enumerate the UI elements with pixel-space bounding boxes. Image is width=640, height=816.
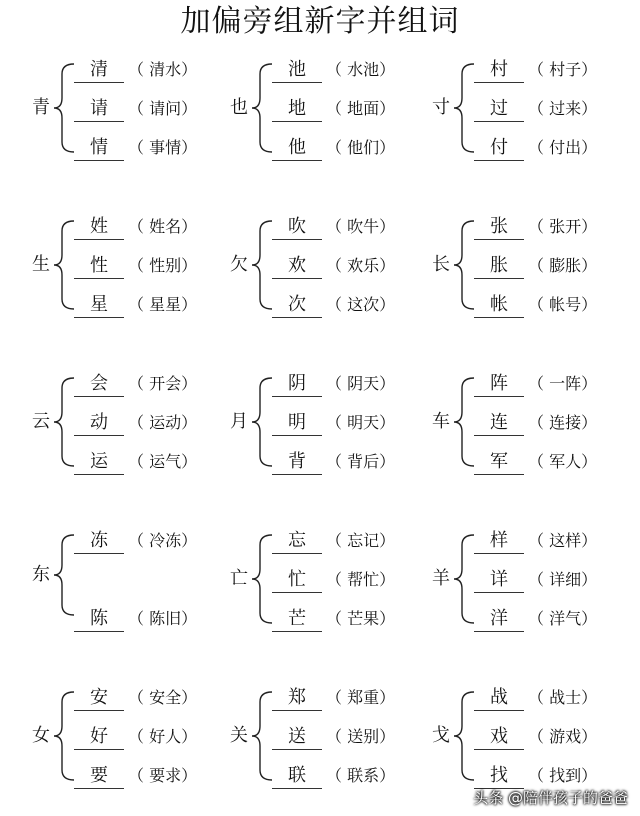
compound-word: （ 陈旧）	[128, 609, 198, 628]
new-character: 找	[474, 764, 524, 789]
compound-word: （ 详细）	[528, 570, 598, 589]
word-row	[474, 607, 624, 633]
word-row	[74, 293, 224, 319]
base-character: 云	[32, 411, 50, 432]
new-character: 郑	[272, 686, 322, 711]
word-row	[474, 686, 624, 712]
word-row	[74, 529, 224, 555]
base-character: 戈	[432, 725, 450, 746]
new-character: 送	[272, 725, 322, 750]
new-character: 阴	[272, 372, 322, 397]
group-也	[226, 58, 426, 178]
new-character: 付	[474, 136, 524, 161]
compound-word: （ 明天）	[326, 413, 396, 432]
group-关	[226, 686, 426, 806]
new-character: 样	[474, 529, 524, 554]
base-character: 东	[32, 564, 50, 585]
new-character: 他	[272, 136, 322, 161]
base-character: 关	[230, 725, 248, 746]
new-character: 姓	[74, 215, 124, 240]
word-row	[74, 215, 224, 241]
compound-word: （ 事情）	[128, 138, 198, 157]
word-row	[474, 58, 624, 84]
word-row	[74, 97, 224, 123]
new-character: 戏	[474, 725, 524, 750]
base-character: 亡	[230, 568, 248, 589]
compound-word: （ 付出）	[528, 138, 598, 157]
new-character: 会	[74, 372, 124, 397]
word-row	[74, 411, 224, 437]
word-row	[474, 372, 624, 398]
compound-word: （ 性别）	[128, 256, 198, 275]
word-row	[272, 372, 422, 398]
group-欠	[226, 215, 426, 335]
compound-word: （ 姓名）	[128, 217, 198, 236]
word-row	[474, 97, 624, 123]
word-row	[272, 607, 422, 633]
compound-word: （ 背后）	[326, 452, 396, 471]
new-character: 连	[474, 411, 524, 436]
group-月	[226, 372, 426, 492]
word-row	[272, 58, 422, 84]
new-character: 过	[474, 97, 524, 122]
new-character: 欢	[272, 254, 322, 279]
word-row	[474, 764, 624, 790]
group-羊	[428, 529, 628, 649]
compound-word: （ 游戏）	[528, 727, 598, 746]
new-character: 忘	[272, 529, 322, 554]
new-character: 性	[74, 254, 124, 279]
compound-word: （ 清水）	[128, 60, 198, 79]
compound-word: （ 运动）	[128, 413, 198, 432]
new-character: 陈	[74, 607, 124, 632]
word-row	[74, 725, 224, 751]
new-character: 安	[74, 686, 124, 711]
group-生	[28, 215, 228, 335]
word-row	[74, 136, 224, 162]
compound-word: （ 膨胀）	[528, 256, 598, 275]
word-row	[272, 529, 422, 555]
new-character: 帐	[474, 293, 524, 318]
group-车	[428, 372, 628, 492]
compound-word: （ 帐号）	[528, 295, 598, 314]
base-character: 羊	[432, 568, 450, 589]
word-row	[272, 293, 422, 319]
new-character: 联	[272, 764, 322, 789]
word-row	[74, 686, 224, 712]
word-row	[74, 764, 224, 790]
word-row	[74, 254, 224, 280]
compound-word: （ 洋气）	[528, 609, 598, 628]
compound-word: （ 安全）	[128, 688, 198, 707]
compound-word: （ 战士）	[528, 688, 598, 707]
new-character: 忙	[272, 568, 322, 593]
new-character: 阵	[474, 372, 524, 397]
word-row	[474, 725, 624, 751]
new-character: 洋	[474, 607, 524, 632]
word-row	[272, 450, 422, 476]
new-character: 动	[74, 411, 124, 436]
new-character: 次	[272, 293, 322, 318]
compound-word: （ 请问）	[128, 99, 198, 118]
base-character: 长	[432, 254, 450, 275]
word-row	[474, 568, 624, 594]
new-character: 详	[474, 568, 524, 593]
compound-word: （ 开会）	[128, 374, 198, 393]
base-character: 女	[32, 725, 50, 746]
compound-word: （ 军人）	[528, 452, 598, 471]
watermark: 头条 @陪伴孩子的爸爸	[473, 789, 628, 807]
new-character: 池	[272, 58, 322, 83]
word-row	[272, 411, 422, 437]
compound-word: （ 冷冻）	[128, 531, 198, 550]
compound-word: （ 联系）	[326, 766, 396, 785]
compound-word: （ 送别）	[326, 727, 396, 746]
compound-word: （ 欢乐）	[326, 256, 396, 275]
compound-word: （ 水池）	[326, 60, 396, 79]
new-character: 芒	[272, 607, 322, 632]
compound-word: （ 星星）	[128, 295, 198, 314]
word-row	[474, 254, 624, 280]
compound-word: （ 要求）	[128, 766, 198, 785]
compound-word: （ 一阵）	[528, 374, 598, 393]
word-row	[272, 215, 422, 241]
group-亡	[226, 529, 426, 649]
compound-word: （ 地面）	[326, 99, 396, 118]
word-row	[474, 293, 624, 319]
new-character: 要	[74, 764, 124, 789]
word-row	[474, 450, 624, 476]
word-row	[272, 568, 422, 594]
new-character: 冻	[74, 529, 124, 554]
word-row	[272, 136, 422, 162]
word-row	[272, 686, 422, 712]
new-character: 地	[272, 97, 322, 122]
word-row	[474, 136, 624, 162]
compound-word: （ 张开）	[528, 217, 598, 236]
new-character: 军	[474, 450, 524, 475]
base-character: 也	[230, 97, 248, 118]
base-character: 青	[32, 97, 50, 118]
compound-word: （ 帮忙）	[326, 570, 396, 589]
new-character: 村	[474, 58, 524, 83]
compound-word: （ 运气）	[128, 452, 198, 471]
compound-word: （ 连接）	[528, 413, 598, 432]
base-character: 生	[32, 254, 50, 275]
compound-word: （ 他们）	[326, 138, 396, 157]
new-character: 战	[474, 686, 524, 711]
base-character: 车	[432, 411, 450, 432]
new-character: 清	[74, 58, 124, 83]
group-寸	[428, 58, 628, 178]
compound-word: （ 忘记）	[326, 531, 396, 550]
word-row	[272, 97, 422, 123]
word-row	[272, 725, 422, 751]
group-云	[28, 372, 228, 492]
compound-word: （ 郑重）	[326, 688, 396, 707]
group-东	[28, 529, 228, 649]
page-title: 加偏旁组新字并组词	[180, 4, 460, 39]
group-长	[428, 215, 628, 335]
compound-word: （ 阴天）	[326, 374, 396, 393]
word-row	[74, 607, 224, 633]
word-row	[74, 372, 224, 398]
group-青	[28, 58, 228, 178]
new-character: 背	[272, 450, 322, 475]
group-女	[28, 686, 228, 806]
word-row	[272, 764, 422, 790]
compound-word: （ 过来）	[528, 99, 598, 118]
new-character: 运	[74, 450, 124, 475]
compound-word: （ 吹牛）	[326, 217, 396, 236]
base-character: 月	[230, 411, 248, 432]
compound-word: （ 找到）	[528, 766, 598, 785]
word-row	[474, 529, 624, 555]
word-row	[474, 411, 624, 437]
new-character: 张	[474, 215, 524, 240]
compound-word: （ 这次）	[326, 295, 396, 314]
new-character: 吹	[272, 215, 322, 240]
base-character: 寸	[432, 97, 450, 118]
word-row	[272, 254, 422, 280]
compound-word: （ 这样）	[528, 531, 598, 550]
base-character: 欠	[230, 254, 248, 275]
compound-word: （ 好人）	[128, 727, 198, 746]
word-row	[474, 215, 624, 241]
new-character: 情	[74, 136, 124, 161]
compound-word: （ 村子）	[528, 60, 598, 79]
new-character: 请	[74, 97, 124, 122]
new-character: 明	[272, 411, 322, 436]
word-row	[74, 58, 224, 84]
compound-word: （ 芒果）	[326, 609, 396, 628]
new-character: 胀	[474, 254, 524, 279]
new-character: 星	[74, 293, 124, 318]
new-character: 好	[74, 725, 124, 750]
word-row	[74, 450, 224, 476]
